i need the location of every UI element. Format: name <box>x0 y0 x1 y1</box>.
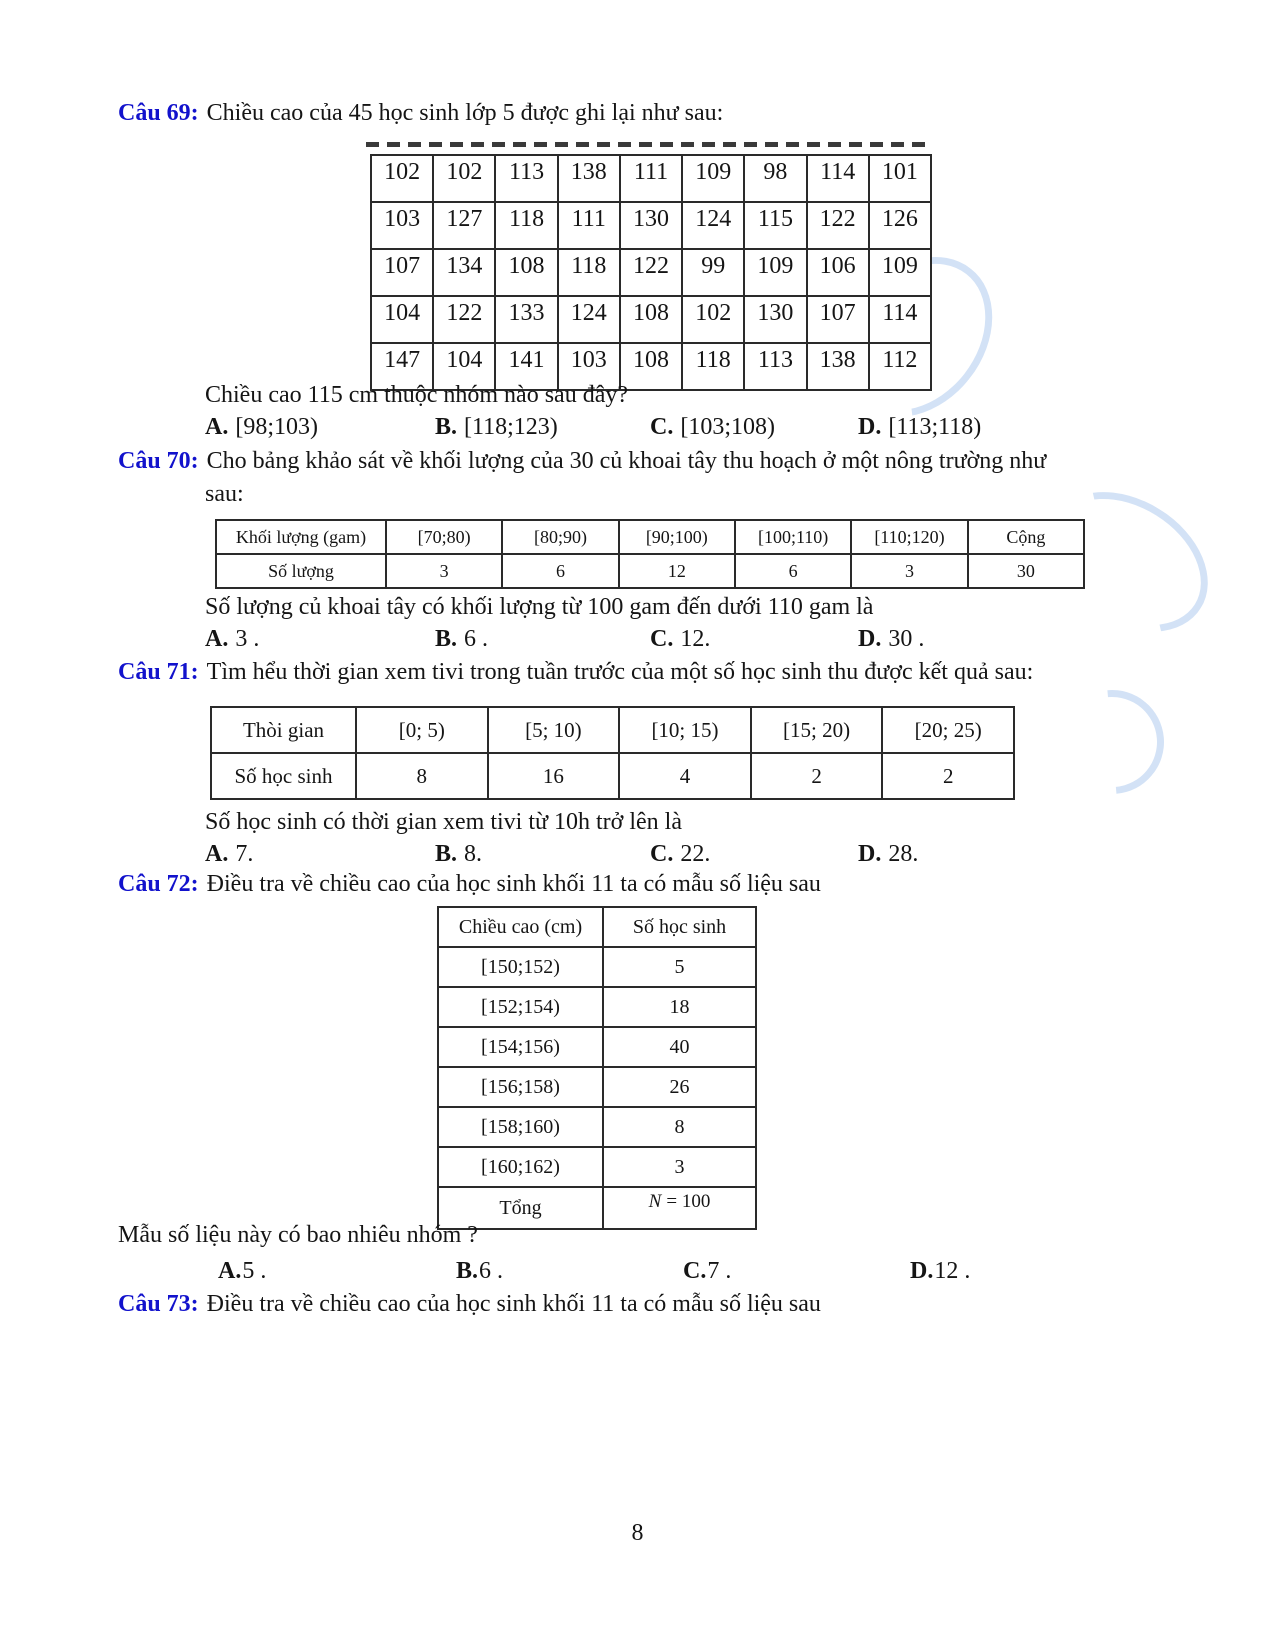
table-cell: 107 <box>371 249 433 296</box>
table-cell: [10; 15) <box>619 707 751 753</box>
table-cell: 106 <box>807 249 869 296</box>
option-text: 22. <box>680 841 711 867</box>
question-71 <box>118 659 1033 686</box>
table-cell: 115 <box>744 202 806 249</box>
table-cell: [160;162) <box>438 1147 603 1187</box>
table-row <box>371 249 931 296</box>
table-cell: [90;100) <box>619 520 735 554</box>
question-69-label: Câu 69: <box>118 100 199 126</box>
table-cell: [20; 25) <box>882 707 1014 753</box>
truncated-text-artifact <box>366 142 928 147</box>
table-cell: [150;152) <box>438 947 603 987</box>
option-text: 7 . <box>707 1258 732 1284</box>
option-letter: A. <box>205 414 229 440</box>
table-cell: 108 <box>620 296 682 343</box>
table-cell: 113 <box>744 343 806 390</box>
option-b <box>435 841 482 868</box>
table-cell: 3 <box>386 554 502 588</box>
table-cell: 126 <box>869 202 931 249</box>
table-cell: 109 <box>869 249 931 296</box>
table-cell: Số lượng <box>216 554 386 588</box>
question-69 <box>118 100 723 127</box>
option-a <box>218 1258 266 1285</box>
table-row <box>438 1107 756 1147</box>
table-cell: 114 <box>869 296 931 343</box>
column-header: Số học sinh <box>603 907 756 947</box>
q70-data-table <box>215 519 1085 589</box>
question-73-prompt: Điều tra về chiều cao của học sinh khối 11 ta có mẫu số liệu sau <box>206 1291 821 1317</box>
table-cell: 3 <box>851 554 967 588</box>
table-cell: [154;156) <box>438 1027 603 1067</box>
question-73-label: Câu 73: <box>118 1291 199 1317</box>
option-text: 6 . <box>479 1258 504 1284</box>
option-text: [118;123) <box>464 414 558 440</box>
table-cell: 109 <box>682 155 744 202</box>
option-letter: C. <box>650 841 674 867</box>
table-row <box>438 987 756 1027</box>
table-cell: 147 <box>371 343 433 390</box>
option-letter: C. <box>683 1258 707 1284</box>
table-cell: 6 <box>502 554 618 588</box>
table-cell: 122 <box>620 249 682 296</box>
table-cell: [158;160) <box>438 1107 603 1147</box>
q69-data-table <box>370 154 932 391</box>
table-total-row <box>438 1187 756 1229</box>
question-72 <box>118 871 821 898</box>
table-cell: 124 <box>682 202 744 249</box>
option-a <box>205 841 253 868</box>
table-cell: 26 <box>603 1067 756 1107</box>
table-cell: 102 <box>433 155 495 202</box>
table-cell: [0; 5) <box>356 707 488 753</box>
table-cell: 112 <box>869 343 931 390</box>
option-text: 12 . <box>934 1258 971 1284</box>
total-eq: = 100 <box>666 1191 711 1212</box>
option-text: [98;103) <box>235 414 318 440</box>
table-cell: 18 <box>603 987 756 1027</box>
option-text: 28. <box>888 841 919 867</box>
question-71-label: Câu 71: <box>118 659 199 685</box>
table-cell: [110;120) <box>851 520 967 554</box>
total-label: Tổng <box>438 1187 603 1229</box>
table-cell: 111 <box>620 155 682 202</box>
option-c <box>683 1258 731 1285</box>
table-row <box>216 554 1084 588</box>
table-cell: 122 <box>433 296 495 343</box>
option-text: 30 . <box>888 626 925 652</box>
table-cell: 130 <box>744 296 806 343</box>
table-cell: 4 <box>619 753 751 799</box>
q70-options <box>0 626 1275 658</box>
table-row <box>216 520 1084 554</box>
option-b <box>435 626 488 653</box>
table-cell: 124 <box>558 296 620 343</box>
table-cell: 138 <box>558 155 620 202</box>
table-cell: [15; 20) <box>751 707 883 753</box>
table-cell: 109 <box>744 249 806 296</box>
table-cell: [156;158) <box>438 1067 603 1107</box>
table-cell: 118 <box>682 343 744 390</box>
table-cell: 2 <box>882 753 1014 799</box>
option-text: [113;118) <box>888 414 982 440</box>
option-c <box>650 841 710 868</box>
q72-options <box>0 1258 1275 1290</box>
total-n: N <box>648 1191 662 1212</box>
table-cell: 111 <box>558 202 620 249</box>
option-text: [103;108) <box>680 414 775 440</box>
question-70-subprompt: Số lượng củ khoai tây có khối lượng từ 100 gam đến dưới 110 gam là <box>205 594 874 620</box>
table-cell: 118 <box>558 249 620 296</box>
option-text: 3 . <box>235 626 260 652</box>
table-row <box>438 1027 756 1067</box>
table-cell: [5; 10) <box>488 707 620 753</box>
option-letter: A. <box>205 626 229 652</box>
table-cell: 130 <box>620 202 682 249</box>
q71-options <box>0 841 1275 873</box>
table-cell: 99 <box>682 249 744 296</box>
table-cell: [100;110) <box>735 520 851 554</box>
option-letter: B. <box>456 1258 479 1284</box>
table-cell: 114 <box>807 155 869 202</box>
option-letter: D. <box>858 841 882 867</box>
question-73 <box>118 1291 821 1318</box>
table-cell: 141 <box>495 343 557 390</box>
table-header-row <box>438 907 756 947</box>
table-cell: [70;80) <box>386 520 502 554</box>
table-cell: 6 <box>735 554 851 588</box>
question-72-label: Câu 72: <box>118 871 199 897</box>
watermark <box>1039 669 1186 816</box>
table-cell: 16 <box>488 753 620 799</box>
question-69-subprompt: Chiều cao 115 cm thuộc nhóm nào sau đây? <box>205 382 628 408</box>
question-72-followup: Mẫu số liệu này có bao nhiêu nhóm ? <box>118 1222 478 1248</box>
option-letter: D. <box>858 414 882 440</box>
table-cell: Cộng <box>968 520 1084 554</box>
option-d <box>858 414 981 441</box>
table-row <box>371 155 931 202</box>
table-cell: 2 <box>751 753 883 799</box>
table-cell: 3 <box>603 1147 756 1187</box>
table-cell: 127 <box>433 202 495 249</box>
question-71-prompt: Tìm hểu thời gian xem tivi trong tuần trước của một số học sinh thu được kết quả sau: <box>206 659 1034 685</box>
table-cell: 113 <box>495 155 557 202</box>
table-cell: 103 <box>371 202 433 249</box>
table-cell: 102 <box>371 155 433 202</box>
table-cell: [80;90) <box>502 520 618 554</box>
table-row <box>438 947 756 987</box>
table-cell: 138 <box>807 343 869 390</box>
option-letter: B. <box>435 626 458 652</box>
table-cell: 30 <box>968 554 1084 588</box>
option-a <box>205 414 318 441</box>
table-cell: 8 <box>603 1107 756 1147</box>
option-b <box>435 414 558 441</box>
table-cell: 104 <box>371 296 433 343</box>
q71-data-table <box>210 706 1015 800</box>
total-value <box>603 1187 756 1229</box>
table-row <box>371 202 931 249</box>
option-letter: D. <box>910 1258 934 1284</box>
table-cell: 12 <box>619 554 735 588</box>
question-70-prompt: Cho bảng khảo sát về khối lượng của 30 củ khoai tây thu hoạch ở một nông trường như <box>206 448 1047 474</box>
table-cell: Số học sinh <box>211 753 356 799</box>
table-cell: 103 <box>558 343 620 390</box>
table-cell: 134 <box>433 249 495 296</box>
q72-data-table <box>437 906 757 1230</box>
table-cell: Thòi gian <box>211 707 356 753</box>
option-c <box>650 414 775 441</box>
option-d <box>910 1258 970 1285</box>
table-cell: 104 <box>433 343 495 390</box>
question-71-subprompt: Số học sinh có thời gian xem tivi từ 10h trở lên là <box>205 809 682 835</box>
option-letter: A. <box>205 841 229 867</box>
table-cell: 98 <box>744 155 806 202</box>
option-a <box>205 626 259 653</box>
option-b <box>456 1258 503 1285</box>
table-cell: 108 <box>620 343 682 390</box>
option-letter: B. <box>435 841 458 867</box>
option-text: 8. <box>464 841 483 867</box>
table-cell: 133 <box>495 296 557 343</box>
option-letter: C. <box>650 626 674 652</box>
table-row <box>211 707 1014 753</box>
table-row <box>438 1067 756 1107</box>
table-cell: [152;154) <box>438 987 603 1027</box>
q69-options <box>0 414 1275 446</box>
option-text: 12. <box>680 626 711 652</box>
table-row <box>211 753 1014 799</box>
column-header: Chiều cao (cm) <box>438 907 603 947</box>
option-letter: A. <box>218 1258 242 1284</box>
option-text: 5 . <box>242 1258 267 1284</box>
option-d <box>858 626 924 653</box>
table-row <box>438 1147 756 1187</box>
table-cell: 122 <box>807 202 869 249</box>
table-cell: 108 <box>495 249 557 296</box>
option-letter: C. <box>650 414 674 440</box>
question-72-prompt: Điều tra về chiều cao của học sinh khối 11 ta có mẫu số liệu sau <box>206 871 821 897</box>
table-cell: 8 <box>356 753 488 799</box>
question-70-label: Câu 70: <box>118 448 199 474</box>
option-text: 7. <box>235 841 254 867</box>
option-letter: D. <box>858 626 882 652</box>
option-letter: B. <box>435 414 458 440</box>
table-cell: Khối lượng (gam) <box>216 520 386 554</box>
option-d <box>858 841 918 868</box>
table-cell: 5 <box>603 947 756 987</box>
table-cell: 118 <box>495 202 557 249</box>
table-cell: 102 <box>682 296 744 343</box>
option-text: 6 . <box>464 626 489 652</box>
table-cell: 101 <box>869 155 931 202</box>
page-number: 8 <box>631 1520 644 1546</box>
table-row <box>371 296 931 343</box>
question-70 <box>118 448 1046 475</box>
question-69-prompt: Chiều cao của 45 học sinh lớp 5 được ghi lại như sau: <box>206 100 724 126</box>
question-70-prompt-cont: sau: <box>205 481 244 507</box>
option-c <box>650 626 710 653</box>
table-cell: 107 <box>807 296 869 343</box>
table-cell: 40 <box>603 1027 756 1067</box>
